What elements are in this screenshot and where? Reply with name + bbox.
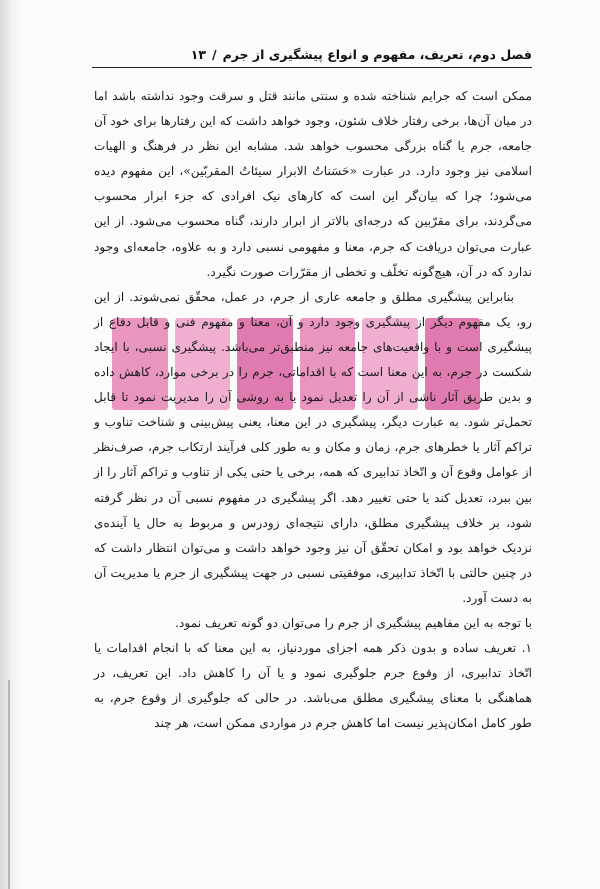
paragraph: ممکن است که جرایم شناخته شده و سنتی مانند قتل و سرقت وجود نداشته باشد اما در میان آن‌ها، برخی رفتار خلاف شئون، وجود خواهد داشت که این رفتارها برای خود آن جامعه، جرم یا گناه بزرگی محسوب خواهد شد. مشابه این نظر در فرهنگ و الهیات اسلامی نیز وجود دارد. در عبارت «حَسَناتُ الابرار سیئاتُ المقربّین»، این مفهوم دیده می‌شود؛ چرا که بیان‌گر این است که کارهای نیک افرادی که جزء ابرار محسوب می‌گردند، برای مقرّبین که درجه‌ای بالاتر از ابرار دارند، گناه محسوب می‌شود. از این عبارت می‌توان دریافت که جرم، معنا و مفهومی نسبی دارد و به علاوه، جامعه‌ای وجود ندارد که در آن، هیچ‌گونه تخلّف و تخطی از مقرّرات صورت نگیرد. [94, 89, 532, 279]
page-number: ۱۳ [190, 47, 207, 62]
numbered-paragraph: ۱. تعریف ساده و بدون ذکر همه اجزای موردنیاز، به این معنا که با انجام اقدامات یا اتّخاذ تدابیری، از وقوع جرم جلوگیری نمود و یا آن را کاهش داد. این تعریف، در هماهنگی با معنای پیشگیری مطلق می‌باشد. در حالی که جلوگیری از وقوع جرم، به طور کامل امکان‌پذیر نیست اما کاهش جرم در مواردی ممکن است، هر چند [94, 641, 532, 731]
header-rule [92, 67, 532, 68]
page-edge [8, 680, 10, 889]
paragraph: با توجه به این مفاهیم پیشگیری از جرم را می‌توان دو گونه تعریف نمود. [175, 615, 532, 630]
running-header [92, 40, 532, 62]
binding-shadow [0, 0, 22, 889]
chapter-title: فصل دوم، تعریف، مفهوم و انواع پیشگیری از جرم [222, 47, 532, 62]
header-separator: / [212, 47, 217, 62]
paragraph: بنابراین پیشگیری مطلق و جامعه عاری از جرم، در عمل، محقّق نمی‌شوند. از این رو، یک مفهوم دیگر از پیشگیری وجود دارد و آن، معنا و مفهوم فنی و قابل دفاع از پیشگیری است و با واقعیت‌های جامعه نیز منطبق‌تر می‌باشد. پیشگیری نسبی، با ایجاد شکست در جرم، به این معنا است که با اقداماتی، جرم را در برخی موارد، کاهش داده و بدین طریق آثار ناشی از آن را تعدیل نمود یا به روشی آن را مدیریت نمود تا قابل تحمل‌تر شود. به عبارت دیگر، پیشگیری در این معنا، یعنی پیش‌بینی و شناخت تناوب و تراکم آثار یا خطرهای جرم، زمان و مکان و به طور کلی فرآیند ارتکاب جرم، صرف‌نظر از عوامل وقوع آن و اتّخاذ تدابیری که همه، برخی یا حتی یکی از تناوب و تراکم آثار را از بین ببرد، تعدیل کند یا حتی تغییر دهد. اگر پیشگیری در مفهوم نسبی آن در نظر گرفته شود، بر خلاف پیشگیری مطلق، دارای نتیجه‌ای زودرس و مربوط به حال یا آینده‌ی نزدیک خواهد بود و امکان تحقّق آن نیز وجود خواهد داشت و می‌توان انتظار داشت که در چنین حالتی با اتّخاذ تدابیری، موفقیتی نسبی در جهت پیشگیری از جرم یا مدیریت آن به دست آورد. [94, 289, 532, 605]
body-text [94, 84, 532, 736]
